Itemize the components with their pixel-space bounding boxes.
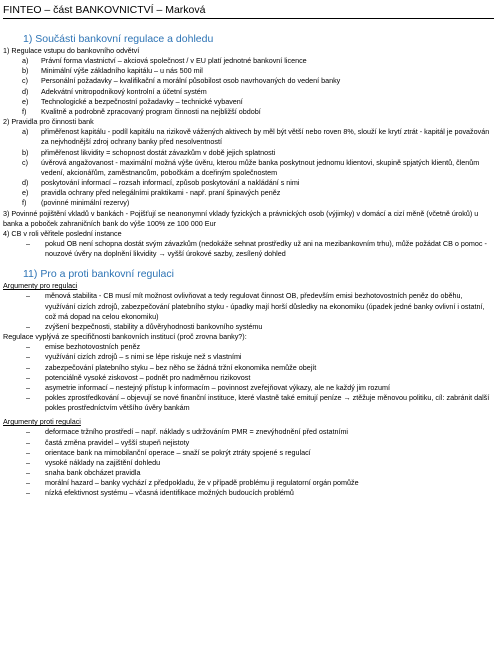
item-text: Technologické a bezpečnostní požadavky – technické vybavení xyxy=(41,96,243,106)
item-text: Personální požadavky – kvalifikační a morální působilost osob navrhovaných do vedení banky xyxy=(41,76,341,86)
item-label: a) xyxy=(22,127,29,137)
dash-marker: – xyxy=(26,457,30,467)
dash-marker: – xyxy=(26,362,30,372)
item-text: přiměřenost likvidity = schopnost dostát závazkům v době jejich splatnosti xyxy=(41,147,276,157)
item-text: potenciálně vysoké ziskovost – podnět pro nadměrnou rizikovost xyxy=(45,372,251,382)
item-text: zvýšení bezpečnosti, stability a důvěryhodnosti bankovního systému xyxy=(45,321,263,331)
list-item xyxy=(3,468,497,478)
item-text: vysoké náklady na zajištění dohledu xyxy=(45,457,161,467)
list-item xyxy=(3,188,497,198)
item-label: a) xyxy=(22,56,29,66)
item-text: přiměřenost kapitálu - podíl kapitálu na rizikově vážených aktivech by měl být větší nebo roven 8%, slouží ke krytí ztrát - kapitál je považován za nejvhodnější zdroj ochrany banky před nesolventností xyxy=(41,127,490,147)
item-text: snaha bank obcházet pravidla xyxy=(45,468,141,478)
item-text: morální hazard – banky vychází z předpokladu, že v případě problému ji regulatorní orgán pomůže xyxy=(45,478,359,488)
list-item xyxy=(3,87,497,97)
specificity-list xyxy=(3,342,497,413)
dash-marker: – xyxy=(26,478,30,488)
item-text: úvěrová angažovanost - maximální možná výše úvěru, kterou může banka poskytnout jednomu klientovi, skupině spjatých klientů, členům vedení, akcionářům, zaměstnancům, pobočkám a dceřiným společnostem xyxy=(41,157,480,177)
group1-list xyxy=(3,56,497,117)
item-text: asymetrie informací – nestejný přístup k informacím – povinnost zveřejňovat výkazy, ale ne každý jim rozumí xyxy=(45,382,391,392)
section2-heading xyxy=(3,267,497,281)
item-text: zabezpečování platebního styku – bez něho se žádná tržní ekonomika nemůže obejít xyxy=(45,362,317,372)
paragraph-lender-of-last-resort: 4) CB v roli věřitele poslední instance xyxy=(3,228,122,238)
list-item xyxy=(3,478,497,488)
item-text: častá změna pravidel – vyšší stupeň nejistoty xyxy=(45,437,190,447)
contra-list xyxy=(3,427,497,498)
item-label: c) xyxy=(22,157,28,167)
item-text: pravidla ochrany před nelegálními praktikami - např. praní špinavých peněz xyxy=(41,188,281,198)
pro-intro: Argumenty pro regulaci xyxy=(3,281,78,291)
list-item xyxy=(3,352,497,362)
item-text: orientace bank na mimobilanční operace – snaží se pokrýt ztráty spojené s regulací xyxy=(45,447,311,457)
item-label: f) xyxy=(22,198,27,208)
list-item xyxy=(3,458,497,468)
dash-marker: – xyxy=(26,352,30,362)
list-item xyxy=(3,178,497,188)
paragraph-deposit-insurance: 3) Povinné pojištění vkladů v bankách - Pojišťují se neanonymní vklady fyzických a právnických osob (výjimky) v domácí a cizí měně (včetně úroků) u banka a poboček zahraničních bank do výše 100% ze 100 000 Eur xyxy=(3,208,479,228)
item-text: pokud OB není schopna dostát svým závazkům (nedokáže sehnat prostředky už ani na mezibankovním trhu), může požádat CB o pomoc - nouzové úvěry na doplnění likvidity → vyšší úrokové sazby, zesílený dohled xyxy=(45,238,487,259)
section1-body xyxy=(3,46,497,259)
list-item xyxy=(3,393,497,413)
section2-body xyxy=(3,281,497,498)
list-item xyxy=(3,291,497,321)
group1-intro: 1) Regulace vstupu do bankovního odvětví xyxy=(3,46,140,55)
dash-marker: – xyxy=(26,291,30,301)
list-item xyxy=(3,56,497,66)
item-text: Právní forma vlastnictví – akciová společnost / v EU platí jednotné bankovní licence xyxy=(41,56,307,66)
title-underline xyxy=(3,18,494,19)
item-label: e) xyxy=(22,96,29,106)
list-item xyxy=(3,427,497,437)
item-text: (povinné minimální rezervy) xyxy=(41,198,130,208)
item-label: c) xyxy=(22,76,28,86)
item-label: b) xyxy=(22,66,29,76)
dash-marker: – xyxy=(26,437,30,447)
dash-marker: – xyxy=(26,468,30,478)
section1-heading xyxy=(3,32,497,46)
item-text: Adekvátní vnitropodnikový kontrolní a účetní systém xyxy=(41,86,207,96)
item-text: poskytování informací – rozsah informací, způsob poskytování a nakládání s nimi xyxy=(41,178,300,188)
dash-marker: – xyxy=(26,382,30,392)
list-item xyxy=(3,488,497,498)
group2-intro: 2) Pravidla pro činnosti bank xyxy=(3,117,94,127)
document-page xyxy=(3,0,497,499)
item-text: deformace tržního prostředí – např. náklady s udržováním PMR = znevýhodnění před ostatními xyxy=(45,427,349,437)
group2-list xyxy=(3,127,497,208)
list-item xyxy=(3,322,497,332)
dash-marker: – xyxy=(26,321,30,331)
list-item xyxy=(3,198,497,208)
list-item xyxy=(3,127,497,147)
item-text: emise bezhotovostních peněz xyxy=(45,342,141,352)
list-item xyxy=(3,66,497,76)
list-item xyxy=(3,158,497,178)
item-text: Kvalitně a podrobně zpracovaný program činnosti na nejbližší období xyxy=(41,106,261,116)
dash-marker: – xyxy=(26,238,30,248)
item-text: využívání cizích zdrojů – s nimi se lépe riskuje než s vlastními xyxy=(45,352,242,362)
dash-marker: – xyxy=(26,372,30,382)
list-item xyxy=(3,107,497,117)
list-item xyxy=(3,148,497,158)
item-text: Minimální výše základního kapitálu – u nás 500 mil xyxy=(41,66,203,76)
item-label: d) xyxy=(22,178,29,188)
item-label: f) xyxy=(22,106,27,116)
contra-intro: Argumenty proti regulaci xyxy=(3,417,81,427)
list-item xyxy=(3,342,497,352)
item-label: e) xyxy=(22,188,29,198)
item-text: měnová stabilita - CB musí mít možnost ovlivňovat a tedy regulovat činnost OB, především emisi bezhotovostních peněz do oběhu, využívání cizích zdrojů, zabezpečování platebního styku - úpadky mají horší důsledky na ekonomiku (úpadek jedné banky ovlivní i ostatní, což má dopad na celou ekonomiku) xyxy=(45,291,485,321)
section2-heading-text: 11) Pro a proti bankovní regulaci xyxy=(23,268,174,281)
specificity-intro: Regulace vyplývá ze specifičnosti bankovních institucí (proč zrovna banky?): xyxy=(3,332,247,342)
item-label: d) xyxy=(22,86,29,96)
dash-marker: – xyxy=(26,393,30,402)
document-title: FINTEO – část BANKOVNICTVÍ – Marková xyxy=(3,4,206,16)
item-label: b) xyxy=(22,147,29,157)
section1-heading-text: 1) Součásti bankovní regulace a dohledu xyxy=(23,33,214,45)
list-item xyxy=(3,363,497,373)
pro-list xyxy=(3,291,497,332)
item-text: nízká efektivnost systému – včasná identifikace možných budoucích problémů xyxy=(45,488,294,498)
dash-marker: – xyxy=(26,427,30,437)
list-item xyxy=(3,239,497,259)
list-item xyxy=(3,373,497,383)
list-item xyxy=(3,97,497,107)
list-item xyxy=(3,438,497,448)
lender-list xyxy=(3,239,497,259)
list-item xyxy=(3,76,497,86)
item-text: pokles zprostředkování – objevují se nové finanční instituce, které vlastně také emitují peníze → ztěžuje měnovou politiku, cíl: zabránit další pokles prostředníctvím většího úvěry bankám xyxy=(45,393,490,413)
list-item xyxy=(3,383,497,393)
dash-marker: – xyxy=(26,488,30,498)
dash-marker: – xyxy=(26,447,30,457)
list-item xyxy=(3,448,497,458)
dash-marker: – xyxy=(26,342,30,352)
